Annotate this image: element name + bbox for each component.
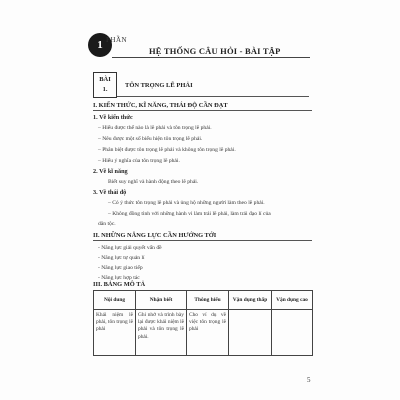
table-row: [94, 310, 313, 356]
part-divider: [112, 57, 310, 58]
page-number: 5: [307, 376, 311, 384]
table-header-row: [94, 291, 313, 310]
knowledge-item: – Hiểu ý nghĩa của tôn trọng lẽ phải.: [98, 158, 180, 164]
competency-item: - Năng lực hợp tác: [98, 275, 140, 281]
competency-item: - Năng lực giải quyết vấn đề: [98, 245, 162, 251]
attitude-item: – Không đồng tình với những hành vi làm trái lẽ phải, làm trái đạo lí của: [108, 211, 271, 217]
description-table: [93, 290, 313, 356]
knowledge-item: – Hiểu được thế nào là lẽ phải và tôn trọng lẽ phải.: [98, 125, 212, 131]
table-cell: [229, 310, 272, 356]
table-header: Vận dụng thấp: [229, 291, 272, 310]
knowledge-item: – Phân biệt được tôn trọng lẽ phải và không tôn trọng lẽ phải.: [98, 147, 236, 153]
section-3-heading: III. BẢNG MÔ TẢ: [93, 281, 146, 288]
competency-item: - Năng lực tự quản lí: [98, 255, 145, 261]
table-cell: Ghi nhớ và trình bày lại được khái niệm lẽ phải và tôn trọng lẽ phải.: [136, 310, 187, 356]
table-header: Nhận biết: [136, 291, 187, 310]
part-number: 1: [97, 39, 103, 51]
table-cell: Khái niệm lẽ phải, tôn trọng lẽ phải: [94, 310, 136, 356]
part-label: PHẦN: [106, 36, 128, 44]
table-header: Thông hiểu: [187, 291, 229, 310]
table-header: Nội dung: [94, 291, 136, 310]
table-cell: Cho ví dụ về việc tôn trọng lẽ phải: [187, 310, 229, 356]
skills-heading: 2. Về kĩ năng: [93, 168, 128, 175]
knowledge-item: – Nêu được một số biểu hiện tôn trọng lẽ phải.: [98, 136, 203, 142]
competency-item: - Năng lực giao tiếp: [98, 265, 143, 271]
table-header: Vận dụng cao: [272, 291, 313, 310]
knowledge-heading: 1. Về kiến thức: [93, 114, 133, 121]
section-2-heading: II. NHỮNG NĂNG LỰC CẦN HƯỚNG TỚI: [93, 232, 217, 239]
lesson-label: BÀI: [99, 76, 111, 83]
part-title: HỆ THỐNG CÂU HỎI - BÀI TẬP: [149, 46, 281, 56]
lesson-divider: [117, 96, 309, 97]
skills-text: Biết suy nghĩ và hành động theo lẽ phải.: [108, 179, 199, 185]
lesson-badge: [93, 72, 117, 98]
table-cell: [272, 310, 313, 356]
attitude-heading: 3. Về thái độ: [93, 189, 127, 196]
attitude-item: – Có ý thức tôn trọng lẽ phải và ủng hộ những người làm theo lẽ phải.: [108, 200, 265, 206]
lesson-title: TÔN TRỌNG LẼ PHẢI: [125, 82, 193, 89]
lesson-number: 1.: [102, 86, 108, 93]
attitude-item-continued: dân tộc.: [98, 221, 116, 227]
section-2-divider: [93, 240, 312, 241]
section-1-divider: [93, 110, 312, 111]
section-1-heading: I. KIẾN THỨC, KĨ NĂNG, THÁI ĐỘ CẦN ĐẠT: [93, 102, 228, 109]
